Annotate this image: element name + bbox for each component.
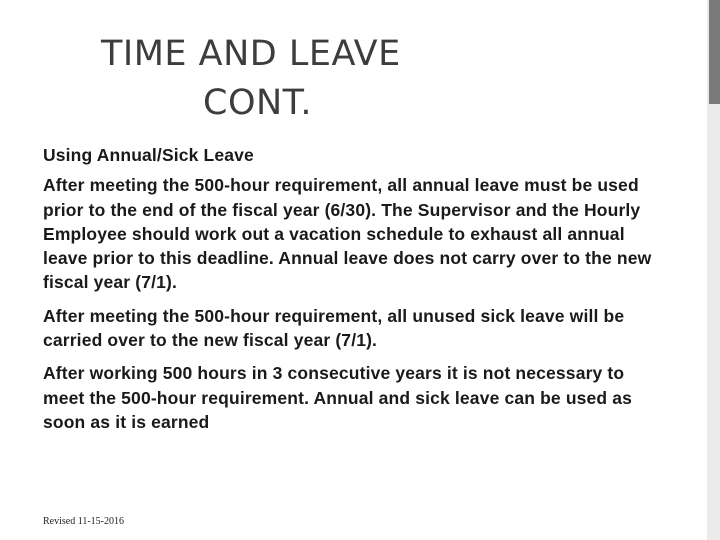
slide-body [43, 143, 653, 443]
paragraph-annual-leave: After meeting the 500-hour requirement, all annual leave must be used prior to the end of the fiscal year (6/30). The Supervisor and the Hourly Employee should work out a vacation schedule to exhaust all annual leave prior to this deadline. Annual leave does not carry over to the new fiscal year (7/1). [43, 175, 652, 293]
slide-title-line-2: CONT. [203, 83, 313, 123]
body-heading: Using Annual/Sick Leave [43, 145, 254, 165]
side-accent-bar-dark [709, 0, 720, 104]
paragraph-sick-leave: After meeting the 500-hour requirement, all unused sick leave will be carried over to the new fiscal year (7/1). [43, 305, 625, 351]
paragraph-consecutive-years: After working 500 hours in 3 consecutive years it is not necessary to meet the 500-hour requirement. Annual and sick leave can be used as soon as it is earned [43, 363, 633, 432]
revision-footer: Revised 11-15-2016 [43, 516, 125, 527]
slide-title [0, 30, 540, 128]
slide-title-line-1: TIME AND LEAVE [101, 34, 401, 74]
